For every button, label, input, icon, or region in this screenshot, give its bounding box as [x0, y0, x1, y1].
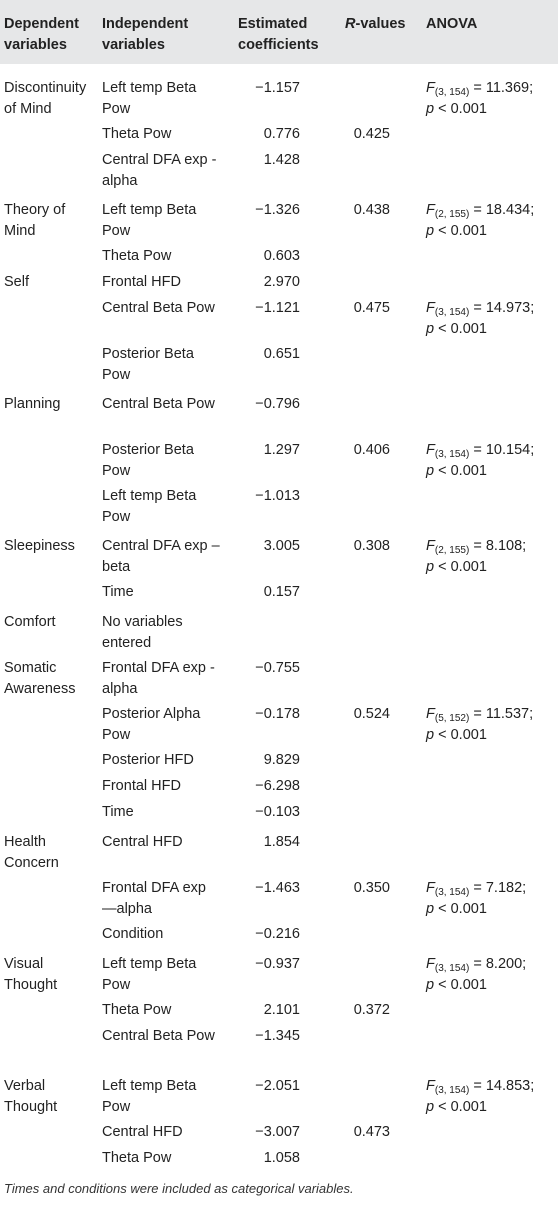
cell-coefficient: 1.058 [263, 1150, 300, 1166]
cell-coefficient: −0.937 [255, 956, 300, 972]
cell-coefficient: −0.796 [255, 396, 300, 412]
cell-independent: Theta Pow [102, 1150, 172, 1166]
anova-p-value: < 0.001 [434, 977, 487, 993]
anova-p-symbol: p [426, 101, 435, 117]
cell-coefficient: −2.051 [255, 1078, 300, 1094]
cell-anova [426, 1076, 556, 1118]
cell-r-value: 0.473 [353, 1124, 390, 1140]
cell-dependent: Health Concern [4, 834, 59, 871]
cell-independent: Left temp Beta Pow [102, 202, 197, 239]
cell-coefficient: 0.157 [263, 584, 300, 600]
cell-independent: Condition [102, 926, 164, 942]
cell-anova [426, 704, 556, 746]
anova-f-symbol: F [426, 706, 435, 722]
cell-dependent: Visual Thought [4, 956, 58, 993]
cell-independent: Theta Pow [102, 248, 172, 264]
cell-independent: No variables entered [102, 614, 183, 651]
cell-dependent: Sleepiness [4, 538, 75, 554]
anova-df: (3, 154) [434, 1085, 470, 1096]
cell-coefficient: 0.651 [263, 346, 300, 362]
cell-independent: Central Beta Pow [102, 1028, 215, 1044]
anova-p-value: < 0.001 [434, 901, 487, 917]
header-r-italic: R [345, 16, 356, 32]
anova-df: (3, 154) [434, 87, 470, 98]
cell-coefficient: −1.157 [255, 80, 300, 96]
cell-coefficient: 9.829 [263, 752, 300, 768]
cell-independent: Left temp Beta Pow [102, 956, 197, 993]
anova-df: (2, 155) [434, 209, 470, 220]
cell-independent: Left temp Beta Pow [102, 80, 197, 117]
cell-coefficient: 0.776 [263, 126, 300, 142]
anova-p-symbol: p [426, 1099, 435, 1115]
anova-p-symbol: p [426, 901, 435, 917]
anova-df: (2, 155) [434, 545, 470, 556]
cell-independent: Left temp Beta Pow [102, 488, 197, 525]
anova-f-value: = 11.537; [469, 706, 534, 722]
cell-coefficient: 2.101 [263, 1002, 300, 1018]
cell-independent: Central DFA exp – beta [102, 538, 220, 575]
cell-anova [426, 440, 556, 482]
anova-p-value: < 0.001 [434, 223, 487, 239]
cell-coefficient: 1.854 [263, 834, 300, 850]
cell-coefficient: 1.297 [263, 442, 300, 458]
cell-independent: Central HFD [102, 834, 183, 850]
anova-p-value: < 0.001 [434, 559, 487, 575]
cell-coefficient: −1.345 [255, 1028, 300, 1044]
anova-p-value: < 0.001 [434, 101, 487, 117]
cell-independent: Time [102, 584, 134, 600]
cell-independent: Frontal HFD [102, 274, 181, 290]
anova-p-value: < 0.001 [434, 1099, 487, 1115]
cell-independent: Theta Pow [102, 126, 172, 142]
cell-dependent: Verbal Thought [4, 1078, 58, 1115]
anova-df: (5, 152) [434, 713, 470, 724]
cell-anova [426, 298, 556, 340]
cell-dependent: Theory of Mind [4, 202, 66, 239]
cell-dependent: Planning [4, 396, 61, 412]
anova-df: (3, 154) [434, 449, 470, 460]
anova-f-value: = 11.369; [469, 80, 534, 96]
cell-r-value: 0.425 [353, 126, 390, 142]
anova-f-symbol: F [426, 442, 435, 458]
cell-coefficient: −0.178 [255, 706, 300, 722]
cell-r-value: 0.406 [353, 442, 390, 458]
cell-independent: Frontal DFA exp - alpha [102, 660, 215, 697]
cell-r-value: 0.372 [353, 1002, 390, 1018]
anova-p-value: < 0.001 [434, 321, 487, 337]
cell-anova [426, 200, 556, 242]
cell-coefficient: −0.216 [255, 926, 300, 942]
cell-coefficient: −1.013 [255, 488, 300, 504]
anova-f-value: = 18.434; [469, 202, 535, 218]
cell-independent: Central HFD [102, 1124, 183, 1140]
anova-f-value: = 10.154; [469, 442, 535, 458]
anova-f-symbol: F [426, 956, 435, 972]
cell-r-value: 0.308 [353, 538, 390, 554]
cell-anova [426, 878, 556, 920]
cell-independent: Posterior HFD [102, 752, 194, 768]
cell-r-value: 0.350 [353, 880, 390, 896]
cell-independent: Frontal DFA exp—alpha [102, 880, 206, 917]
header-coefficients: Estimated coefficients [238, 16, 319, 53]
anova-f-value: = 8.200; [469, 956, 527, 972]
anova-f-value: = 7.182; [469, 880, 527, 896]
anova-p-value: < 0.001 [434, 463, 487, 479]
anova-p-symbol: p [426, 559, 435, 575]
cell-anova [426, 954, 556, 996]
anova-f-value: = 14.853; [469, 1078, 535, 1094]
anova-f-symbol: F [426, 538, 435, 554]
anova-f-symbol: F [426, 1078, 435, 1094]
anova-p-symbol: p [426, 977, 435, 993]
cell-coefficient: −6.298 [255, 778, 300, 794]
cell-dependent: Self [4, 274, 29, 290]
cell-coefficient: −1.463 [255, 880, 300, 896]
anova-p-symbol: p [426, 463, 435, 479]
table-footnote: Times and conditions were included as categorical variables. [4, 1181, 354, 1196]
cell-independent: Time [102, 804, 134, 820]
cell-coefficient: −0.103 [255, 804, 300, 820]
cell-independent: Posterior Beta Pow [102, 442, 194, 479]
cell-coefficient: −1.121 [255, 300, 300, 316]
anova-f-symbol: F [426, 202, 435, 218]
anova-f-symbol: F [426, 880, 435, 896]
header-r-values [345, 14, 415, 35]
anova-p-symbol: p [426, 321, 435, 337]
cell-independent: Central Beta Pow [102, 396, 215, 412]
cell-independent: Theta Pow [102, 1002, 172, 1018]
cell-coefficient: −0.755 [255, 660, 300, 676]
cell-r-value: 0.524 [353, 706, 390, 722]
cell-coefficient: 1.428 [263, 152, 300, 168]
cell-independent: Posterior Beta Pow [102, 346, 194, 383]
cell-dependent: Discontinuity of Mind [4, 80, 87, 117]
cell-r-value: 0.438 [353, 202, 390, 218]
anova-p-symbol: p [426, 223, 435, 239]
anova-df: (3, 154) [434, 307, 470, 318]
cell-independent: Central DFA exp - alpha [102, 152, 217, 189]
cell-coefficient: −1.326 [255, 202, 300, 218]
anova-p-value: < 0.001 [434, 727, 487, 743]
anova-f-symbol: F [426, 80, 435, 96]
cell-independent: Frontal HFD [102, 778, 181, 794]
cell-dependent: Somatic Awareness [4, 660, 76, 697]
anova-df: (3, 154) [434, 887, 470, 898]
header-anova: ANOVA [426, 16, 478, 32]
anova-f-value: = 8.108; [469, 538, 527, 554]
header-r-rest: -values [355, 16, 406, 32]
anova-f-value: = 14.973; [469, 300, 535, 316]
header-dependent: Dependent variables [4, 16, 79, 53]
table-header [0, 0, 558, 64]
cell-independent: Posterior Alpha Pow [102, 706, 201, 743]
anova-df: (3, 154) [434, 963, 470, 974]
cell-coefficient: 3.005 [263, 538, 300, 554]
anova-f-symbol: F [426, 300, 435, 316]
header-independent: Independent variables [102, 16, 189, 53]
anova-p-symbol: p [426, 727, 435, 743]
cell-anova [426, 536, 556, 578]
cell-r-value: 0.475 [353, 300, 390, 316]
cell-coefficient: 0.603 [263, 248, 300, 264]
cell-independent: Left temp Beta Pow [102, 1078, 197, 1115]
cell-dependent: Comfort [4, 614, 56, 630]
cell-coefficient: −3.007 [255, 1124, 300, 1140]
cell-anova [426, 78, 556, 120]
cell-independent: Central Beta Pow [102, 300, 215, 316]
cell-coefficient: 2.970 [263, 274, 300, 290]
